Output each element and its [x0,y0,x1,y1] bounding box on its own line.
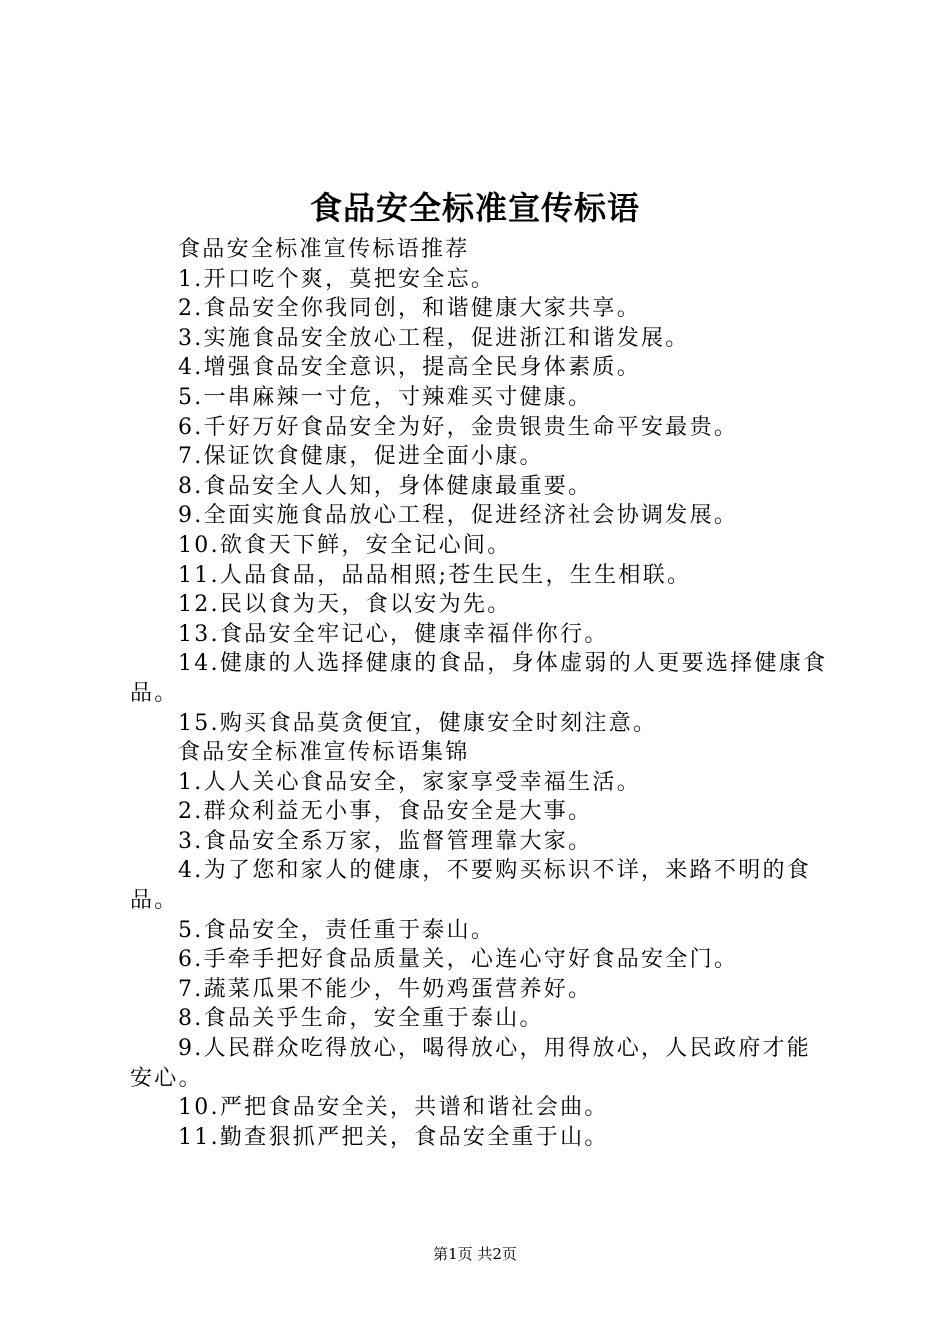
slogan-item: 9.全面实施食品放心工程，促进经济社会协调发展。 [178,503,739,529]
slogan-item: 11.勤查狠抓严把关，食品安全重于山。 [178,1124,609,1150]
slogan-item: 10.严把食品安全关，共谱和谐社会曲。 [178,1095,609,1121]
slogan-item: 1.人人关心食品安全，家家享受幸福生活。 [178,769,641,795]
slogan-item: 5.一串麻辣一寸危，寸辣难买寸健康。 [178,384,593,410]
slogan-item: 11.人品食品，品品相照;苍生民生，生生相联。 [178,562,692,588]
document-body [130,235,835,1152]
slogan-item: 10.欲食天下鲜，安全记心间。 [178,532,512,558]
slogan-item: 7.蔬菜瓜果不能少，牛奶鸡蛋营养好。 [178,976,593,1002]
slogan-item: 9.人民群众吃得放心，喝得放心，用得放心，人民政府才能安心。 [130,1036,812,1091]
slogan-item: 5.食品安全，责任重于泰山。 [178,917,496,943]
slogan-item: 13.食品安全牢记心，健康幸福伴你行。 [178,621,609,647]
slogan-item: 14.健康的人选择健康的食品，身体虚弱的人更要选择健康食品。 [130,651,828,706]
slogan-item: 4.为了您和家人的健康，不要购买标识不详，来路不明的食品。 [130,858,812,914]
slogan-item: 8.食品安全人人知，身体健康最重要。 [178,473,593,499]
slogan-item: 3.实施食品安全放心工程，促进浙江和谐发展。 [178,325,690,351]
slogan-item: 7.保证饮食健康，促进全面小康。 [178,444,544,470]
slogan-item: 6.千好万好食品安全为好，金贵银贵生命平安最贵。 [178,414,739,440]
document-title: 食品安全标准宣传标语 [309,189,640,227]
slogan-item: 2.群众利益无小事，食品安全是大事。 [178,799,593,825]
slogan-item: 15.购买食品莫贪便宜，健康安全时刻注意。 [178,710,658,736]
slogan-item: 8.食品关乎生命，安全重于泰山。 [178,1006,544,1032]
slogan-item: 6.手牵手把好食品质量关，心连心守好食品安全门。 [178,947,739,973]
slogan-item: 1.开口吃个爽，莫把安全忘。 [178,266,496,292]
slogan-item: 2.食品安全你我同创，和谐健康大家共享。 [178,296,641,322]
slogan-item: 3.食品安全系万家，监督管理靠大家。 [178,828,593,854]
page-footer: 第1页 共2页 [433,1245,517,1263]
slogan-item: 12.民以食为天，食以安为先。 [178,592,512,618]
section-heading: 食品安全标准宣传标语推荐 [178,237,470,262]
slogan-item: 4.增强食品安全意识，提高全民身体素质。 [178,355,641,381]
section-heading: 食品安全标准宣传标语集锦 [178,740,470,766]
